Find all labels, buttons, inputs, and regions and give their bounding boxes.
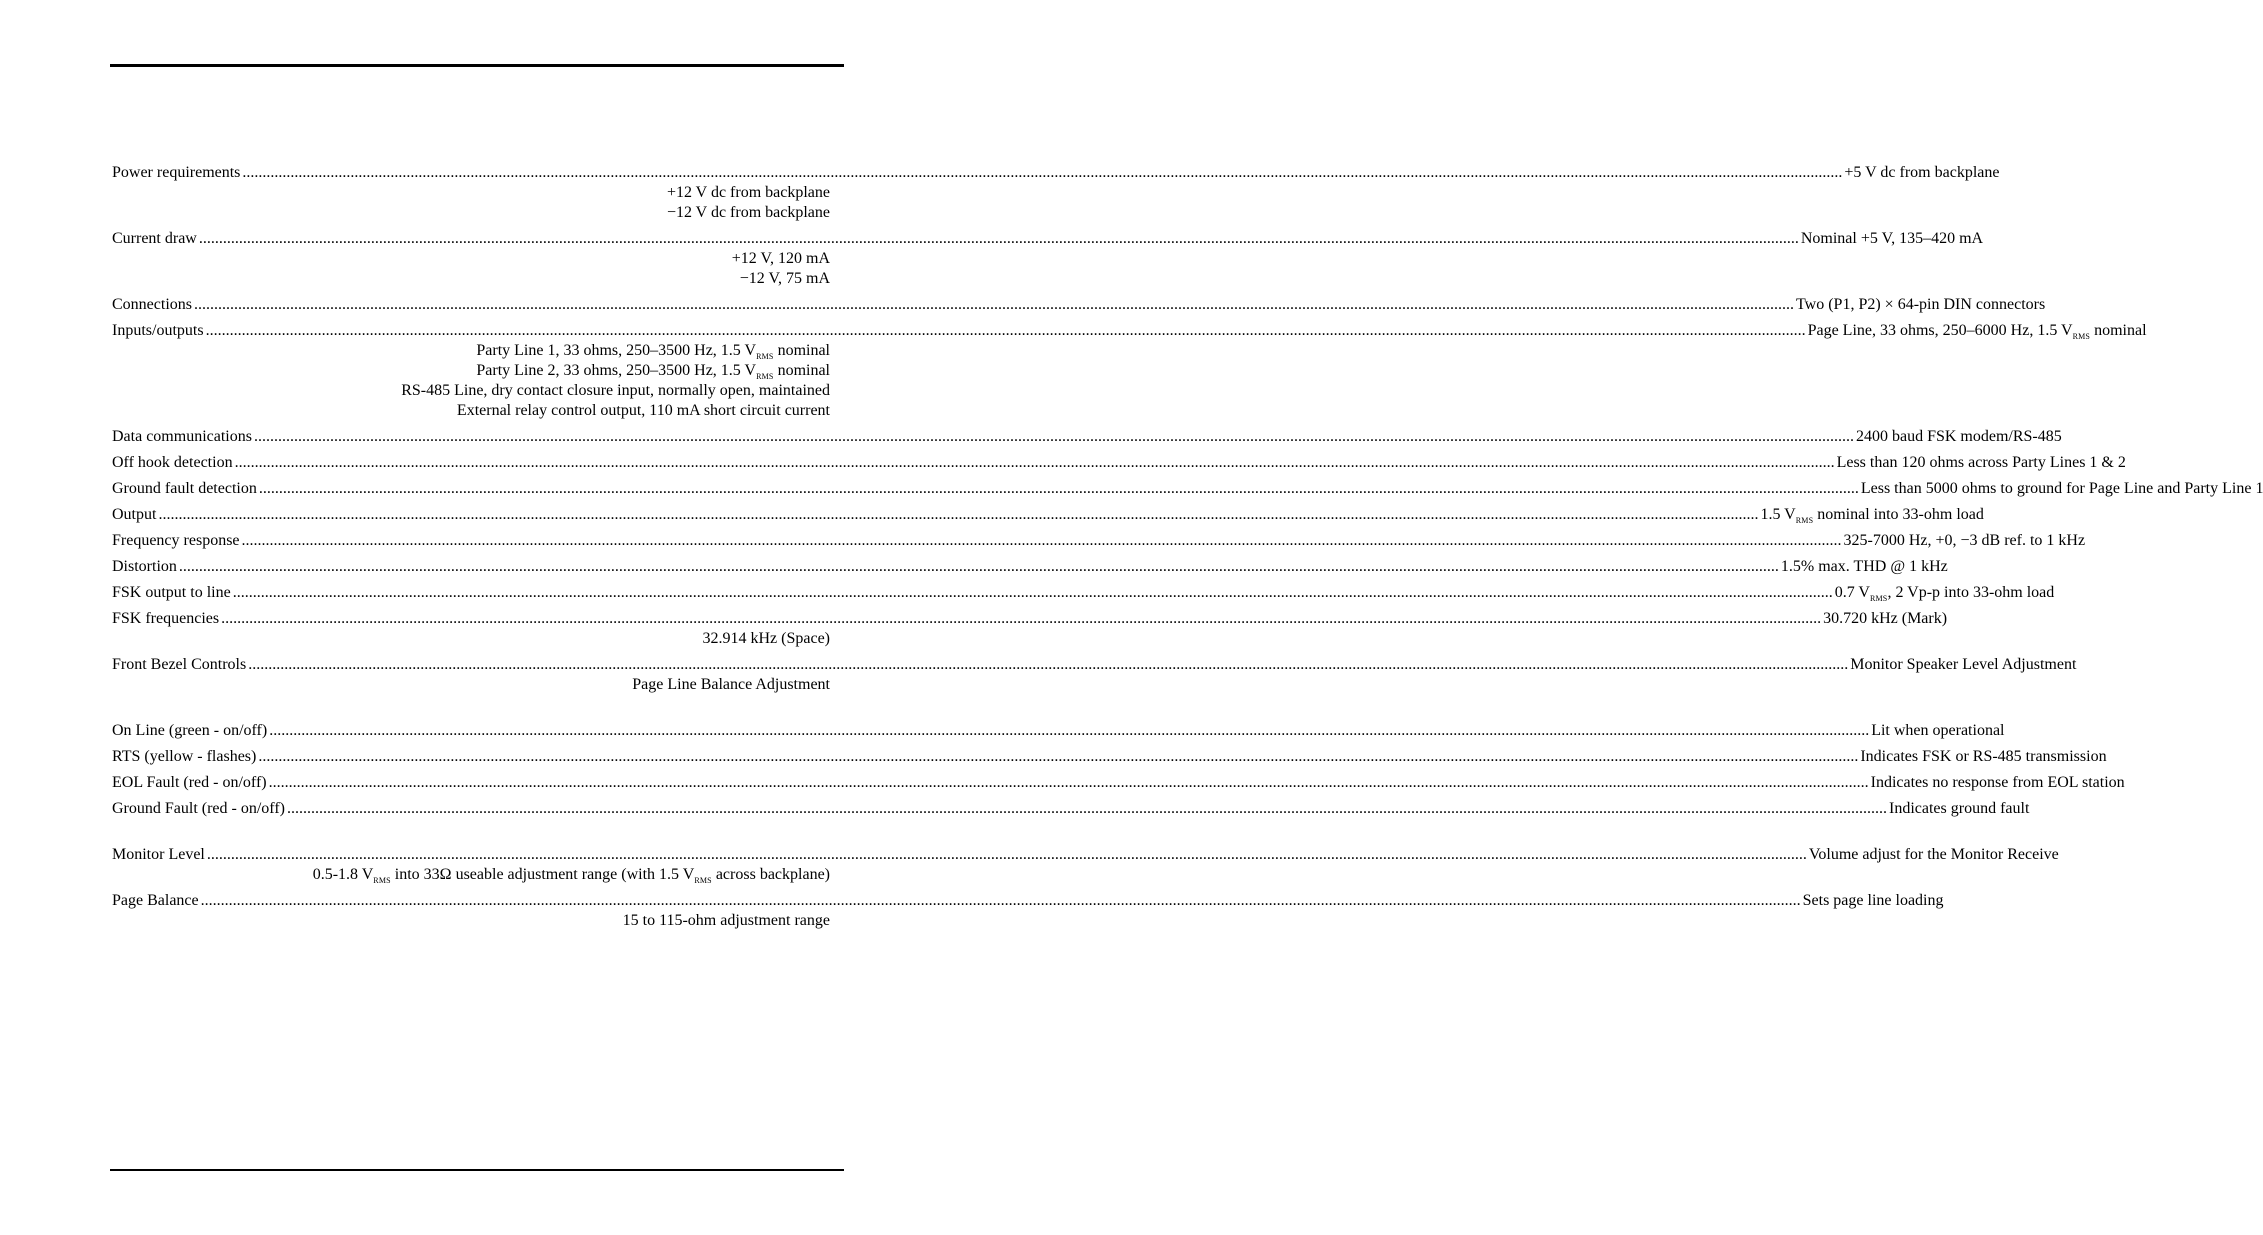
spec-value-continuation: Party Line 1, 33 ohms, 250–3500 Hz, 1.5 $V_{RMS}$ nominal [476,342,830,362]
spec-item [112,321,2147,421]
dot-leader: ................................................................................................................................................................................................................................................................................................................................................................................................................ [253,428,1854,445]
spec-label: Inputs/outputs [112,322,204,339]
dot-leader: ................................................................................................................................................................................................................................................................................................................................................................................................................ [194,296,1794,313]
spec-item [112,799,2030,819]
spec-value: +5 V dc from backplane [1844,164,2000,181]
spec-value: 1.5% max. THD @ 1 kHz [1780,558,1948,575]
spec-value-continuation: External relay control output, 110 mA short circuit current [456,402,830,419]
spec-item [112,773,2125,793]
spec-item [112,609,1948,649]
spec-value: Lit when operational [1871,722,2005,739]
spec-item [112,295,2046,315]
spec-label: Connections [112,296,192,313]
spec-item [112,427,2062,447]
spec-label: EOL Fault (red - on/off) [112,774,267,791]
spec-label: FSK output to line [112,584,231,601]
spec-item [112,453,2126,473]
spec-label: Data communications [112,428,252,445]
spec-value-continuation: 0.5-1.8 $V_{RMS}$ into 33Ω useable adjustment range (with 1.5 $V_{RMS}$ across backplane) [312,866,830,886]
spec-value: Page Line, 33 ohms, 250–6000 Hz, 1.5 $V_{RMS}$ nominal [1807,322,2147,342]
spec-value: Less than 5000 ohms to ground for Page Line and Party Line 1 [1860,480,2263,497]
spec-value: Two (P1, P2) × 64-pin DIN connectors [1796,296,2046,313]
dot-leader: ................................................................................................................................................................................................................................................................................................................................................................................................................ [242,164,1843,181]
spec-value: Indicates ground fault [1889,800,2030,817]
spec-label: Output [112,506,157,523]
spec-value-continuation: +12 V dc from backplane [666,184,830,201]
spec-item [112,479,2263,499]
spec-value: Monitor Speaker Level Adjustment [1850,656,2077,673]
spec-value-continuation: −12 V dc from backplane [666,204,830,221]
spec-label: On Line (green - on/off) [112,722,268,739]
dot-leader: ................................................................................................................................................................................................................................................................................................................................................................................................................ [241,532,1842,549]
dot-leader: ................................................................................................................................................................................................................................................................................................................................................................................................................ [158,506,1759,523]
spec-value: 0.7 $V_{RMS}$, 2 Vp-p into 33-ohm load [1834,584,2055,604]
spec-value-continuation: Party Line 2, 33 ohms, 250–3500 Hz, 1.5 $V_{RMS}$ nominal [476,362,830,382]
dot-leader: ................................................................................................................................................................................................................................................................................................................................................................................................................ [206,846,1807,863]
spec-item [112,583,2055,604]
dot-leader: ................................................................................................................................................................................................................................................................................................................................................................................................................ [258,748,1859,765]
spec-label: Power requirements [112,164,241,181]
spec-label: Monitor Level [112,846,205,863]
spec-item [112,557,1948,577]
spec-label: Ground fault detection [112,480,257,497]
spec-label: Off hook detection [112,454,233,471]
footer-rule [110,1169,844,1171]
dot-leader: ................................................................................................................................................................................................................................................................................................................................................................................................................ [268,774,1869,791]
spec-label: Distortion [112,558,177,575]
spec-value: Nominal +5 V, 135–420 mA [1800,230,1984,247]
spec-list [112,163,2263,937]
spec-label: Frequency response [112,532,240,549]
spec-value-continuation: −12 V, 75 mA [739,270,830,287]
dot-leader: ................................................................................................................................................................................................................................................................................................................................................................................................................ [248,656,1849,673]
dot-leader: ................................................................................................................................................................................................................................................................................................................................................................................................................ [221,610,1822,627]
dot-leader: ................................................................................................................................................................................................................................................................................................................................................................................................................ [178,558,1779,575]
dot-leader: ................................................................................................................................................................................................................................................................................................................................................................................................................ [287,800,1887,817]
spec-value: Less than 120 ohms across Party Lines 1 & 2 [1836,454,2126,471]
dot-leader: ................................................................................................................................................................................................................................................................................................................................................................................................................ [232,584,1833,601]
spec-label: Front Bezel Controls [112,656,247,673]
spec-label: FSK frequencies [112,610,220,627]
spec-item [112,229,1984,289]
spec-value: Indicates FSK or RS-485 transmission [1860,748,2107,765]
spec-value-continuation: RS-485 Line, dry contact closure input, normally open, maintained [401,382,830,399]
spec-item [112,531,2086,551]
spec-value: 1.5 $V_{RMS}$ nominal into 33-ohm load [1760,506,1984,526]
dot-leader: ................................................................................................................................................................................................................................................................................................................................................................................................................ [234,454,1835,471]
spec-item [112,163,2000,223]
dot-leader: ................................................................................................................................................................................................................................................................................................................................................................................................................ [269,722,1870,739]
spec-value-continuation: 15 to 115-ohm adjustment range [622,912,830,929]
dot-leader: ................................................................................................................................................................................................................................................................................................................................................................................................................ [205,322,1806,339]
spec-value-continuation: Page Line Balance Adjustment [632,676,830,693]
spec-item [112,721,2005,741]
spec-item [112,505,1984,526]
header-rule [110,64,844,67]
spec-label: Current draw [112,230,197,247]
spec-value: 325-7000 Hz, +0, −3 dB ref. to 1 kHz [1843,532,2086,549]
spec-item [112,891,1944,931]
dot-leader: ................................................................................................................................................................................................................................................................................................................................................................................................................ [200,892,1801,909]
spec-value: 30.720 kHz (Mark) [1823,610,1948,627]
spec-item [112,655,2077,695]
spec-item [112,747,2107,767]
spec-value: Indicates no response from EOL station [1870,774,2125,791]
dot-leader: ................................................................................................................................................................................................................................................................................................................................................................................................................ [258,480,1859,497]
spec-label: Ground Fault (red - on/off) [112,800,285,817]
dot-leader: ................................................................................................................................................................................................................................................................................................................................................................................................................ [198,230,1799,247]
spec-value-continuation: +12 V, 120 mA [731,250,830,267]
spec-label: RTS (yellow - flashes) [112,748,257,765]
spec-item [112,845,2059,886]
spec-label: Page Balance [112,892,199,909]
spec-value-continuation: 32.914 kHz (Space) [702,630,830,647]
spec-value: 2400 baud FSK modem/RS-485 [1855,428,2062,445]
spec-value: Volume adjust for the Monitor Receive [1808,846,2059,863]
spec-value: Sets page line loading [1802,892,1944,909]
